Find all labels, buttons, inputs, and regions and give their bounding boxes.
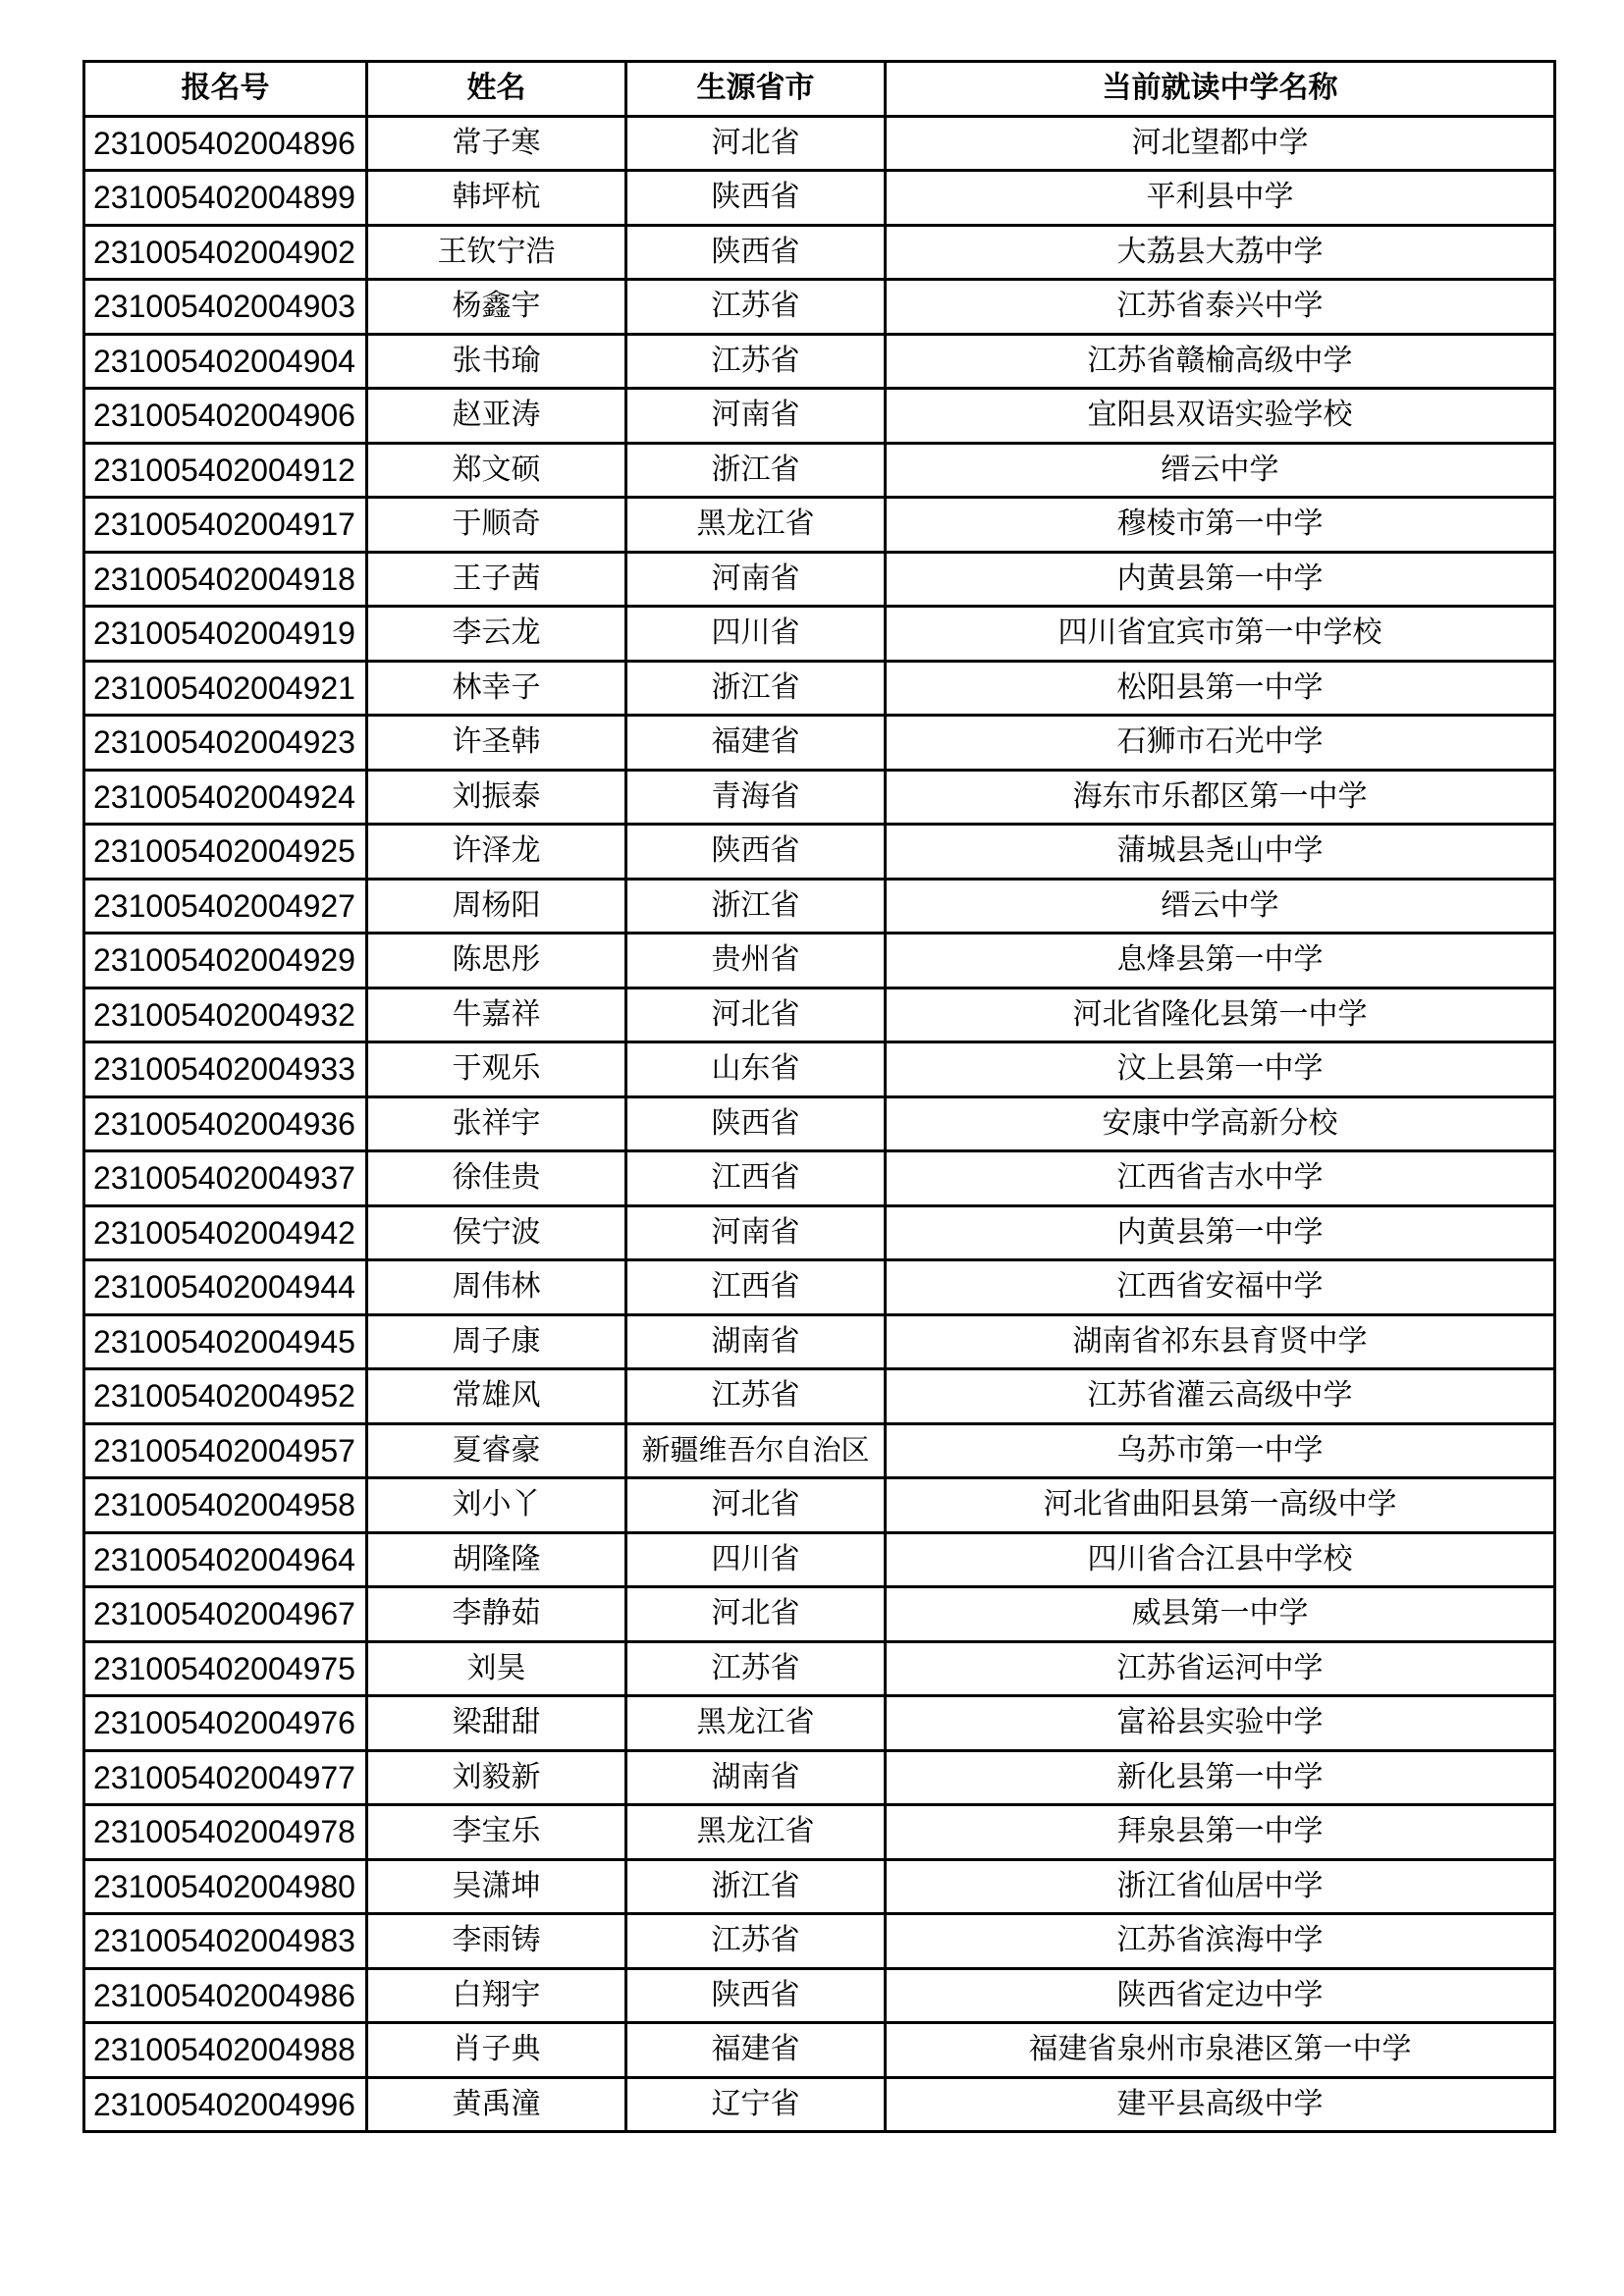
- home-province-cell: 浙江省: [626, 879, 886, 934]
- student-name-cell: 李宝乐: [367, 1805, 626, 1860]
- registration-number-cell: 231005402004988: [84, 2023, 367, 2078]
- student-name-cell: 肖子典: [367, 2023, 626, 2078]
- home-province-cell: 湖南省: [626, 1314, 886, 1369]
- current-school-cell: 内黄县第一中学: [886, 1205, 1555, 1260]
- home-province-cell: 江西省: [626, 1260, 886, 1315]
- current-school-cell: 建平县高级中学: [886, 2077, 1555, 2132]
- table-row: [84, 1314, 1555, 1369]
- table-row: [84, 825, 1555, 880]
- admission-list-table: [82, 60, 1556, 2133]
- registration-number-cell: 231005402004904: [84, 334, 367, 389]
- table-row: [84, 770, 1555, 825]
- table-row: [84, 1423, 1555, 1478]
- table-row: [84, 1968, 1555, 2023]
- student-name-cell: 于顺奇: [367, 498, 626, 553]
- student-name-cell: 常子寒: [367, 116, 626, 171]
- registration-number-cell: 231005402004924: [84, 770, 367, 825]
- current-school-cell: 河北省隆化县第一中学: [886, 988, 1555, 1042]
- student-name-cell: 刘毅新: [367, 1750, 626, 1805]
- home-province-cell: 江西省: [626, 1151, 886, 1206]
- registration-number-cell: 231005402004925: [84, 825, 367, 880]
- table-row: [84, 1587, 1555, 1642]
- student-name-cell: 胡隆隆: [367, 1532, 626, 1587]
- table-row: [84, 1750, 1555, 1805]
- registration-number-cell: 231005402004899: [84, 171, 367, 226]
- home-province-cell: 湖南省: [626, 1750, 886, 1805]
- current-school-cell: 河北望都中学: [886, 116, 1555, 171]
- registration-number-cell: 231005402004902: [84, 225, 367, 280]
- table-row: [84, 389, 1555, 444]
- registration-number-cell: 231005402004944: [84, 1260, 367, 1315]
- current-school-cell: 蒲城县尧山中学: [886, 825, 1555, 880]
- student-name-cell: 张祥宇: [367, 1096, 626, 1151]
- table-row: [84, 1478, 1555, 1533]
- table-row: [84, 1205, 1555, 1260]
- table-row: [84, 1042, 1555, 1097]
- registration-number-cell: 231005402004952: [84, 1369, 367, 1424]
- table-row: [84, 607, 1555, 662]
- table-row: [84, 1369, 1555, 1424]
- table-row: [84, 2023, 1555, 2078]
- registration-number-cell: 231005402004983: [84, 1914, 367, 1969]
- student-name-cell: 许圣韩: [367, 716, 626, 771]
- student-name-cell: 郑文硕: [367, 443, 626, 498]
- table-row: [84, 1914, 1555, 1969]
- registration-number-cell: 231005402004977: [84, 1750, 367, 1805]
- student-name-cell: 刘昊: [367, 1641, 626, 1696]
- current-school-cell: 缙云中学: [886, 879, 1555, 934]
- registration-number-cell: 231005402004918: [84, 552, 367, 607]
- registration-number-cell: 231005402004903: [84, 280, 367, 335]
- current-school-cell: 息烽县第一中学: [886, 934, 1555, 988]
- home-province-cell: 河南省: [626, 552, 886, 607]
- home-province-cell: 陕西省: [626, 171, 886, 226]
- home-province-cell: 黑龙江省: [626, 498, 886, 553]
- current-school-cell: 安康中学高新分校: [886, 1096, 1555, 1151]
- home-province-cell: 江苏省: [626, 1641, 886, 1696]
- current-school-cell: 湖南省祁东县育贤中学: [886, 1314, 1555, 1369]
- current-school-cell: 乌苏市第一中学: [886, 1423, 1555, 1478]
- registration-number-cell: 231005402004942: [84, 1205, 367, 1260]
- current-school-cell: 福建省泉州市泉港区第一中学: [886, 2023, 1555, 2078]
- current-school-cell: 浙江省仙居中学: [886, 1859, 1555, 1914]
- current-school-cell: 江苏省泰兴中学: [886, 280, 1555, 335]
- current-school-cell: 河北省曲阳县第一高级中学: [886, 1478, 1555, 1533]
- table-row: [84, 2077, 1555, 2132]
- student-name-cell: 徐佳贵: [367, 1151, 626, 1206]
- registration-number-cell: 231005402004906: [84, 389, 367, 444]
- home-province-cell: 辽宁省: [626, 2077, 886, 2132]
- table-row: [84, 934, 1555, 988]
- home-province-cell: 浙江省: [626, 443, 886, 498]
- registration-number-cell: 231005402004921: [84, 661, 367, 716]
- current-school-cell: 新化县第一中学: [886, 1750, 1555, 1805]
- registration-number-cell: 231005402004929: [84, 934, 367, 988]
- home-province-cell: 江苏省: [626, 1369, 886, 1424]
- registration-number-cell: 231005402004996: [84, 2077, 367, 2132]
- table-row: [84, 716, 1555, 771]
- home-province-cell: 陕西省: [626, 225, 886, 280]
- table-row: [84, 171, 1555, 226]
- home-province-cell: 陕西省: [626, 1968, 886, 2023]
- home-province-cell: 河南省: [626, 389, 886, 444]
- student-name-cell: 常雄风: [367, 1369, 626, 1424]
- home-province-cell: 江苏省: [626, 334, 886, 389]
- home-province-cell: 贵州省: [626, 934, 886, 988]
- home-province-cell: 浙江省: [626, 1859, 886, 1914]
- registration-number-cell: 231005402004896: [84, 116, 367, 171]
- table-row: [84, 1096, 1555, 1151]
- table-row: [84, 1696, 1555, 1751]
- student-name-cell: 刘小丫: [367, 1478, 626, 1533]
- table-row: [84, 498, 1555, 553]
- current-school-cell: 四川省合江县中学校: [886, 1532, 1555, 1587]
- registration-number-cell: 231005402004958: [84, 1478, 367, 1533]
- header-current-school: 当前就读中学名称: [886, 62, 1555, 117]
- current-school-cell: 宜阳县双语实验学校: [886, 389, 1555, 444]
- home-province-cell: 新疆维吾尔自治区: [626, 1423, 886, 1478]
- student-name-cell: 周杨阳: [367, 879, 626, 934]
- student-name-cell: 李静茹: [367, 1587, 626, 1642]
- current-school-cell: 穆棱市第一中学: [886, 498, 1555, 553]
- student-name-cell: 王子茜: [367, 552, 626, 607]
- current-school-cell: 平利县中学: [886, 171, 1555, 226]
- current-school-cell: 江苏省赣榆高级中学: [886, 334, 1555, 389]
- registration-number-cell: 231005402004978: [84, 1805, 367, 1860]
- current-school-cell: 拜泉县第一中学: [886, 1805, 1555, 1860]
- registration-number-cell: 231005402004936: [84, 1096, 367, 1151]
- student-name-cell: 韩坪杭: [367, 171, 626, 226]
- student-name-cell: 牛嘉祥: [367, 988, 626, 1042]
- registration-number-cell: 231005402004967: [84, 1587, 367, 1642]
- student-name-cell: 杨鑫宇: [367, 280, 626, 335]
- home-province-cell: 黑龙江省: [626, 1696, 886, 1751]
- current-school-cell: 陕西省定边中学: [886, 1968, 1555, 2023]
- home-province-cell: 江苏省: [626, 280, 886, 335]
- student-name-cell: 李雨铸: [367, 1914, 626, 1969]
- header-registration-number: 报名号: [84, 62, 367, 117]
- current-school-cell: 江西省吉水中学: [886, 1151, 1555, 1206]
- student-name-cell: 夏睿豪: [367, 1423, 626, 1478]
- student-name-cell: 白翔宇: [367, 1968, 626, 2023]
- home-province-cell: 河北省: [626, 988, 886, 1042]
- current-school-cell: 松阳县第一中学: [886, 661, 1555, 716]
- table-row: [84, 1260, 1555, 1315]
- table-row: [84, 1805, 1555, 1860]
- student-name-cell: 赵亚涛: [367, 389, 626, 444]
- current-school-cell: 四川省宜宾市第一中学校: [886, 607, 1555, 662]
- student-name-cell: 陈思彤: [367, 934, 626, 988]
- home-province-cell: 福建省: [626, 2023, 886, 2078]
- home-province-cell: 陕西省: [626, 825, 886, 880]
- registration-number-cell: 231005402004964: [84, 1532, 367, 1587]
- registration-number-cell: 231005402004937: [84, 1151, 367, 1206]
- registration-number-cell: 231005402004975: [84, 1641, 367, 1696]
- table-row: [84, 225, 1555, 280]
- table-header: [84, 62, 1555, 117]
- table-row: [84, 1532, 1555, 1587]
- table-row: [84, 116, 1555, 171]
- home-province-cell: 山东省: [626, 1042, 886, 1097]
- table-row: [84, 879, 1555, 934]
- table-row: [84, 1151, 1555, 1206]
- current-school-cell: 江苏省滨海中学: [886, 1914, 1555, 1969]
- current-school-cell: 石狮市石光中学: [886, 716, 1555, 771]
- table-row: [84, 988, 1555, 1042]
- table-row: [84, 1859, 1555, 1914]
- registration-number-cell: 231005402004980: [84, 1859, 367, 1914]
- header-name: 姓名: [367, 62, 626, 117]
- table-row: [84, 661, 1555, 716]
- student-name-cell: 周伟林: [367, 1260, 626, 1315]
- registration-number-cell: 231005402004919: [84, 607, 367, 662]
- table-row: [84, 443, 1555, 498]
- current-school-cell: 江西省安福中学: [886, 1260, 1555, 1315]
- home-province-cell: 江苏省: [626, 1914, 886, 1969]
- registration-number-cell: 231005402004917: [84, 498, 367, 553]
- registration-number-cell: 231005402004976: [84, 1696, 367, 1751]
- student-name-cell: 于观乐: [367, 1042, 626, 1097]
- table-row: [84, 1641, 1555, 1696]
- home-province-cell: 四川省: [626, 1532, 886, 1587]
- registration-number-cell: 231005402004932: [84, 988, 367, 1042]
- student-name-cell: 李云龙: [367, 607, 626, 662]
- current-school-cell: 汶上县第一中学: [886, 1042, 1555, 1097]
- header-row: [84, 62, 1555, 117]
- home-province-cell: 陕西省: [626, 1096, 886, 1151]
- current-school-cell: 江苏省灌云高级中学: [886, 1369, 1555, 1424]
- current-school-cell: 富裕县实验中学: [886, 1696, 1555, 1751]
- registration-number-cell: 231005402004986: [84, 1968, 367, 2023]
- home-province-cell: 青海省: [626, 770, 886, 825]
- current-school-cell: 威县第一中学: [886, 1587, 1555, 1642]
- registration-number-cell: 231005402004912: [84, 443, 367, 498]
- table-row: [84, 552, 1555, 607]
- student-name-cell: 许泽龙: [367, 825, 626, 880]
- student-name-cell: 张书瑜: [367, 334, 626, 389]
- student-name-cell: 林幸子: [367, 661, 626, 716]
- registration-number-cell: 231005402004923: [84, 716, 367, 771]
- home-province-cell: 黑龙江省: [626, 1805, 886, 1860]
- student-name-cell: 吴潇坤: [367, 1859, 626, 1914]
- header-home-province: 生源省市: [626, 62, 886, 117]
- home-province-cell: 福建省: [626, 716, 886, 771]
- student-name-cell: 王钦宁浩: [367, 225, 626, 280]
- table-row: [84, 334, 1555, 389]
- current-school-cell: 大荔县大荔中学: [886, 225, 1555, 280]
- table-row: [84, 280, 1555, 335]
- registration-number-cell: 231005402004927: [84, 879, 367, 934]
- student-name-cell: 梁甜甜: [367, 1696, 626, 1751]
- home-province-cell: 河北省: [626, 1478, 886, 1533]
- home-province-cell: 河南省: [626, 1205, 886, 1260]
- student-name-cell: 刘振泰: [367, 770, 626, 825]
- student-name-cell: 侯宁波: [367, 1205, 626, 1260]
- home-province-cell: 河北省: [626, 116, 886, 171]
- current-school-cell: 江苏省运河中学: [886, 1641, 1555, 1696]
- home-province-cell: 河北省: [626, 1587, 886, 1642]
- student-name-cell: 黄禹潼: [367, 2077, 626, 2132]
- registration-number-cell: 231005402004957: [84, 1423, 367, 1478]
- current-school-cell: 海东市乐都区第一中学: [886, 770, 1555, 825]
- registration-number-cell: 231005402004945: [84, 1314, 367, 1369]
- current-school-cell: 内黄县第一中学: [886, 552, 1555, 607]
- student-name-cell: 周子康: [367, 1314, 626, 1369]
- home-province-cell: 浙江省: [626, 661, 886, 716]
- registration-number-cell: 231005402004933: [84, 1042, 367, 1097]
- current-school-cell: 缙云中学: [886, 443, 1555, 498]
- table-body: [84, 116, 1555, 2132]
- home-province-cell: 四川省: [626, 607, 886, 662]
